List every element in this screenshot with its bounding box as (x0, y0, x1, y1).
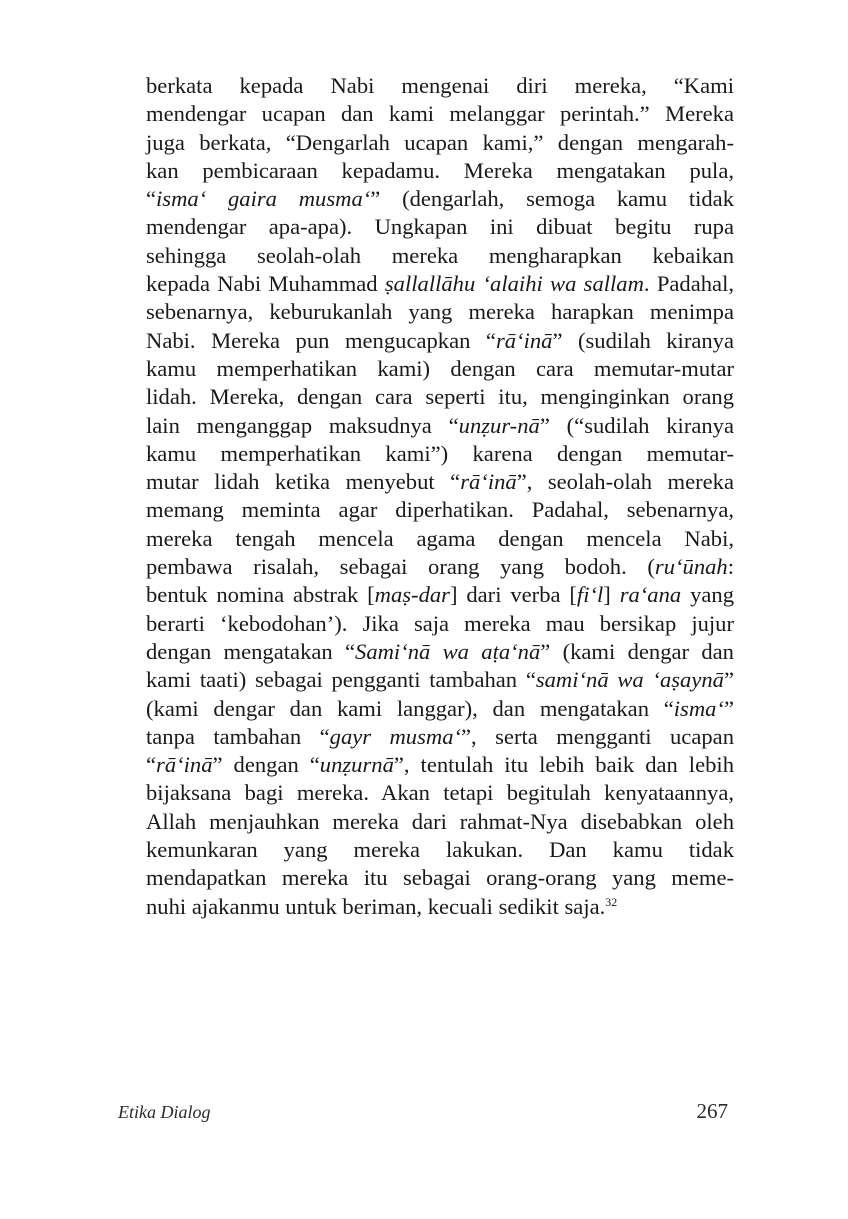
text-run: ”, serta mengganti ucapan (461, 723, 734, 749)
text-run: mendengar apa-apa). Ungkapan ini dibuat begitu rupa (146, 214, 734, 240)
transliteration: unẓurnā (319, 752, 394, 778)
text-line (146, 440, 734, 468)
text-line (146, 157, 734, 185)
text-line (146, 298, 734, 326)
text-line (146, 893, 734, 921)
text-line (146, 468, 734, 496)
transliteration: fi‘l (576, 582, 604, 608)
text-run: dengan mengatakan “ (146, 638, 356, 664)
text-run: : (727, 554, 734, 580)
text-line (146, 72, 734, 100)
text-line (146, 185, 734, 213)
text-line (146, 242, 734, 270)
text-run: Allah menjauhkan mereka dari rahmat-Nya disebabkan oleh (146, 808, 734, 834)
text-line (146, 695, 734, 723)
text-run: berkata kepada Nabi mengenai diri mereka, “Kami (146, 73, 734, 98)
text-run: juga berkata, “Dengarlah ucapan kami,” dengan mengarah- (146, 129, 734, 155)
text-run: kepada Nabi Muhammad (146, 271, 385, 297)
text-run: nuhi ajakanmu untuk beriman, kecuali sedikit saja. (146, 893, 606, 919)
text-run: . Padahal, (643, 271, 735, 297)
text-run: ” (dengarlah, semoga kamu tidak (370, 186, 734, 212)
text-run: kami taati) sebagai pengganti tambahan “ (146, 667, 536, 693)
transliteration: rā‘inā (460, 469, 517, 495)
text-run: mereka tengah mencela agama dengan mencela Nabi, (146, 525, 734, 551)
text-line (146, 779, 734, 807)
text-run: ”, seolah-olah mereka (516, 469, 734, 495)
text-run: kemunkaran yang mereka lakukan. Dan kamu tidak (146, 837, 734, 863)
transliteration: ra‘ana (619, 582, 682, 608)
text-run: pembawa risalah, sebagai orang yang bodoh. ( (146, 554, 655, 580)
text-run: ” dengan “ (212, 752, 320, 778)
text-run: lain menganggap maksudnya “ (146, 412, 459, 438)
text-line (146, 638, 734, 666)
transliteration: gayr musma‘ (329, 723, 462, 749)
text-line (146, 553, 734, 581)
text-line (146, 751, 734, 779)
transliteration: isma‘ (673, 695, 724, 721)
text-line (146, 100, 734, 128)
transliteration: maṣ-dar (374, 582, 450, 608)
text-run: kan pembicaraan kepadamu. Mereka mengatakan pula, (146, 157, 734, 183)
text-line (146, 525, 734, 553)
text-run: (kami dengar dan kami langgar), dan mengatakan “ (146, 695, 674, 721)
text-run: ” (kami dengar dan (540, 638, 734, 664)
text-run: ] (603, 582, 620, 608)
transliteration: unẓur-nā (458, 412, 540, 438)
text-run: ” (723, 695, 734, 721)
text-run: sebenarnya, keburukanlah yang mereka harapkan menimpa (146, 299, 734, 325)
text-line (146, 666, 734, 694)
text-line (146, 864, 734, 892)
text-line (146, 581, 734, 609)
transliteration: isma‘ gaira musma‘ (156, 186, 371, 212)
text-run: mendengar ucapan dan kami melanggar perintah.” Mereka (146, 101, 734, 127)
text-run: tanpa tambahan “ (146, 723, 330, 749)
transliteration: ru‘ūnah (654, 554, 728, 580)
text-run: yang (681, 582, 734, 608)
text-run: mendapatkan mereka itu sebagai orang-orang yang meme- (146, 865, 734, 891)
text-line (146, 412, 734, 440)
text-line (146, 808, 734, 836)
text-run: Nabi. Mereka pun mengucapkan “ (146, 327, 496, 353)
text-line (146, 610, 734, 638)
text-run: memang meminta agar diperhatikan. Padahal, sebenarnya, (146, 497, 734, 523)
text-run: ” (“sudilah kiranya (539, 412, 734, 438)
text-run: ” (723, 667, 734, 693)
text-run: bijaksana bagi mereka. Akan tetapi begitulah kenyataannya, (146, 780, 734, 806)
text-line (146, 836, 734, 864)
text-run: “ (146, 186, 157, 212)
text-line (146, 129, 734, 157)
text-line (146, 327, 734, 355)
text-run: ] dari verba [ (449, 582, 577, 608)
body-paragraph (146, 72, 734, 921)
text-line (146, 383, 734, 411)
text-run: ”, tentulah itu lebih baik dan lebih (393, 752, 734, 778)
text-line (146, 355, 734, 383)
text-run: sehingga seolah-olah mereka mengharapkan kebaikan (146, 242, 734, 268)
text-line (146, 723, 734, 751)
text-run: berarti ‘kebodohan’). Jika saja mereka mau bersikap jujur (146, 610, 734, 636)
text-run: kamu memperhatikan kami”) karena dengan memutar- (146, 440, 734, 466)
text-run: lidah. Mereka, dengan cara seperti itu, menginginkan orang (146, 384, 734, 410)
text-run: “ (146, 752, 157, 778)
text-run: mutar lidah ketika menyebut “ (146, 469, 461, 495)
text-line (146, 213, 734, 241)
transliteration: sami‘nā wa ‘aṣaynā (535, 667, 724, 693)
transliteration: rā‘inā (156, 752, 213, 778)
transliteration: ṣallallāhu ‘alaihi wa sallam (384, 271, 644, 297)
text-run: bentuk nomina abstrak [ (146, 582, 375, 608)
transliteration: Sami‘nā wa aṭa‘nā (355, 638, 541, 664)
text-line (146, 496, 734, 524)
text-run: ” (sudilah kiranya (552, 327, 734, 353)
footnote-marker: 32 (605, 894, 618, 909)
running-title: Etika Dialog (118, 1102, 211, 1122)
text-line (146, 270, 734, 298)
page-number: 267 (696, 1099, 728, 1123)
transliteration: rā‘inā (495, 327, 553, 353)
text-run: kamu memperhatikan kami) dengan cara memutar-mutar (146, 355, 734, 381)
